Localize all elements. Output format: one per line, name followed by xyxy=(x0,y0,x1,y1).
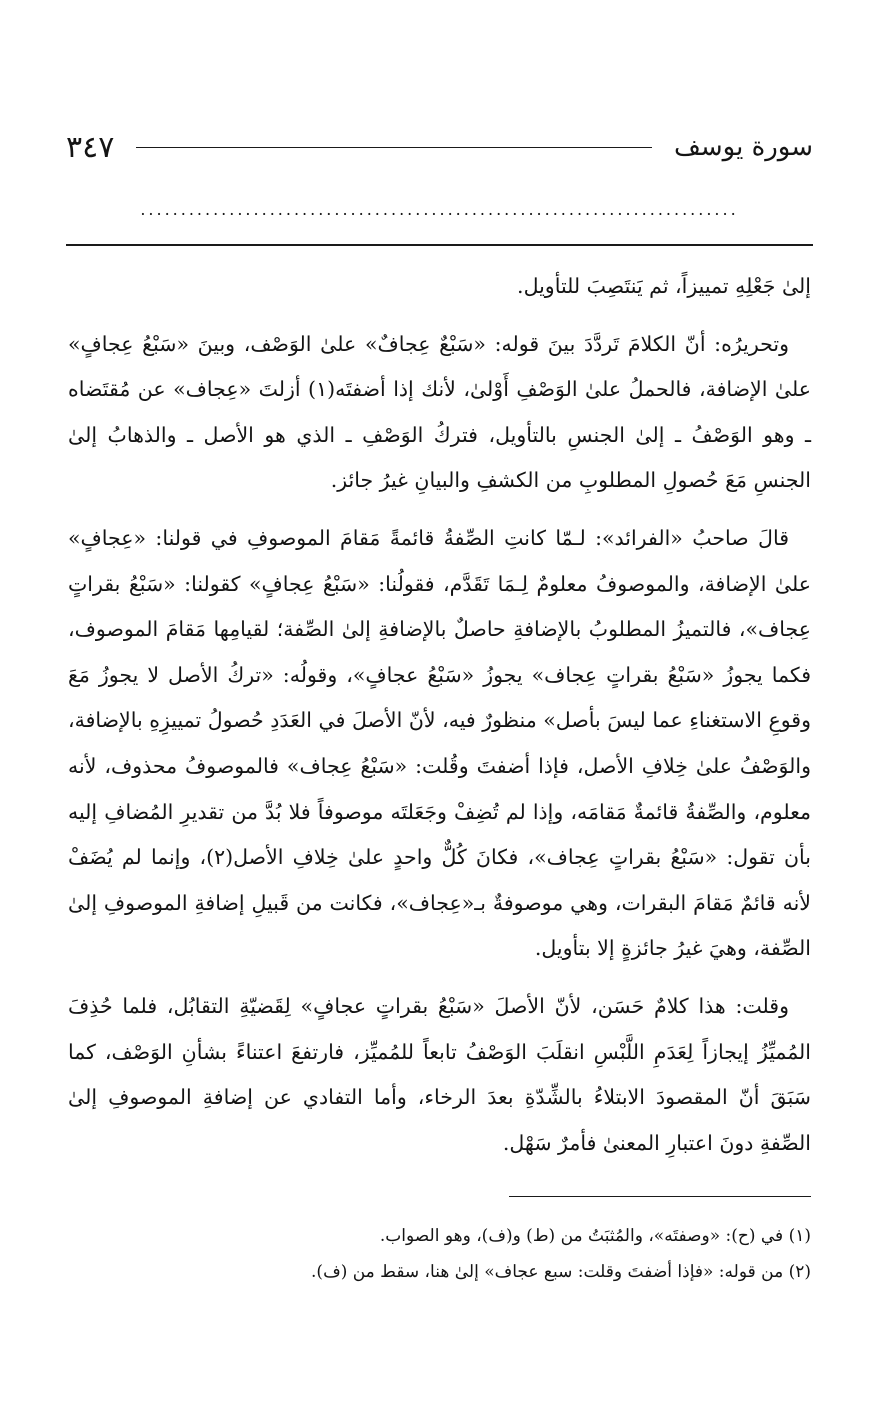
header-rule xyxy=(136,147,652,148)
footnote-divider xyxy=(509,1196,811,1197)
paragraph: وقلت: هذا كلامٌ حَسَن، لأنّ الأصلَ «سَبْعُ بقراتٍ عجافٍ» لِقَضيّةِ التقابُل، فلما حُذِفَ المُميِّزُ إيجازاً لِعَدَمِ اللَّبْسِ انقلَبَ الوَصْفُ تابعاً للمُميِّز، فارتفعَ اعتناءً بشأنِ الوَصْف، كما سَبَقَ أنّ المقصودَ الابتلاءُ بالشِّدّةِ بعدَ الرخاء، وأما التفادي عن إضافةِ الموصوفِ إلىٰ الصِّفةِ دونَ اعتبارِ المعنىٰ فأمرٌ سَهْل. xyxy=(68,993,811,1155)
paragraph: قالَ صاحبُ «الفرائد»: لـمّا كانتِ الصِّفةُ قائمةً مَقامَ الموصوفِ في قولنا: «عِجافٍ» علىٰ الإضافة، والموصوفُ معلومٌ لِـمَا تَقَدَّم، فقولُنا: «سَبْعُ عِجافٍ» كقولنا: «سَبْعُ بقراتٍ عِجاف»، فالتميزُ المطلوبُ بالإضافةِ حاصلٌ بالإضافةِ إلىٰ الصِّفة؛ لقيامِها مَقامَ الموصوف، فكما يجوزُ «سَبْعُ بقراتٍ عِجاف» يجوزُ «سَبْعُ عجافٍ»، وقولُه: «تركُ الأصل لا يجوزُ مَعَ وقوعِ الاستغناءِ عما ليسَ بأصل» منظورٌ فيه، لأنّ الأصلَ في العَدَدِ حُصولُ تمييزِهِ بالإضافة، والوَصْفُ علىٰ خِلافِ الأصل، فإذا أضفتَ وقُلت: «سَبْعُ عِجاف» فالموصوفُ محذوف، لأنه معلوم، والصِّفةُ قائمةٌ مَقامَه، وإذا لم تُضِفْ وجَعَلتَه موصوفاً فلا بُدَّ من تقديرِ المُضافِ إليه بأن تقول: «سَبْعُ بقراتٍ عِجاف»، فكانَ كُلٌّ واحدٍ علىٰ خِلافِ الأصل(٢)، وإنما لم يُضَفْ لأنه قائمٌ مَقامَ البقرات، وهي موصوفةٌ بـ«عِجاف»، فكانت من قَبيلِ إضافةِ الموصوفِ إلىٰ الصِّفة، وهيَ غيرُ جائزةٍ إلا بتأويل. xyxy=(68,525,812,961)
footnote-1: (١) في (ح): «وصفتَه»، والمُثبَتُ من (ط) و(ف)، وهو الصواب. xyxy=(379,1226,811,1246)
page-number: ٣٤٧ xyxy=(66,129,115,165)
separator-dots: .......................................................................... xyxy=(140,200,739,219)
page-header xyxy=(66,122,813,172)
paragraph: إلىٰ جَعْلِهِ تمييزاً، ثم يَنتَصِبَ للتأويل. xyxy=(517,274,811,298)
footnote-2: (٢) من قوله: «فإذا أضفتَ وقلت: سبع عجاف» إلىٰ هنا، سقط من (ف). xyxy=(311,1262,811,1282)
paragraph: وتحريرُه: أنّ الكلامَ تَردَّدَ بينَ قوله: «سَبْعٌ عِجافٌ» علىٰ الوَصْف، وبينَ «سَبْعُ عِجافٍ» علىٰ الإضافة، فالحملُ علىٰ الوَصْفِ أَوْلىٰ، لأنك إذا أضفتَه(١) أزلتَ «عِجاف» عن مُقتَضاه ـ وهو الوَصْفُ ـ إلىٰ الجنسِ بالتأويل، فتركُ الوَصْفِ ـ الذي هو الأصل ـ والذهابُ إلىٰ الجنسِ مَعَ حُصولِ المطلوبِ من الكشفِ والبيانِ غيرُ جائز. xyxy=(68,331,811,493)
footnotes xyxy=(68,1218,811,1290)
main-text xyxy=(68,264,811,1178)
top-divider xyxy=(66,244,813,246)
surah-title: سورة يوسف xyxy=(673,132,813,162)
